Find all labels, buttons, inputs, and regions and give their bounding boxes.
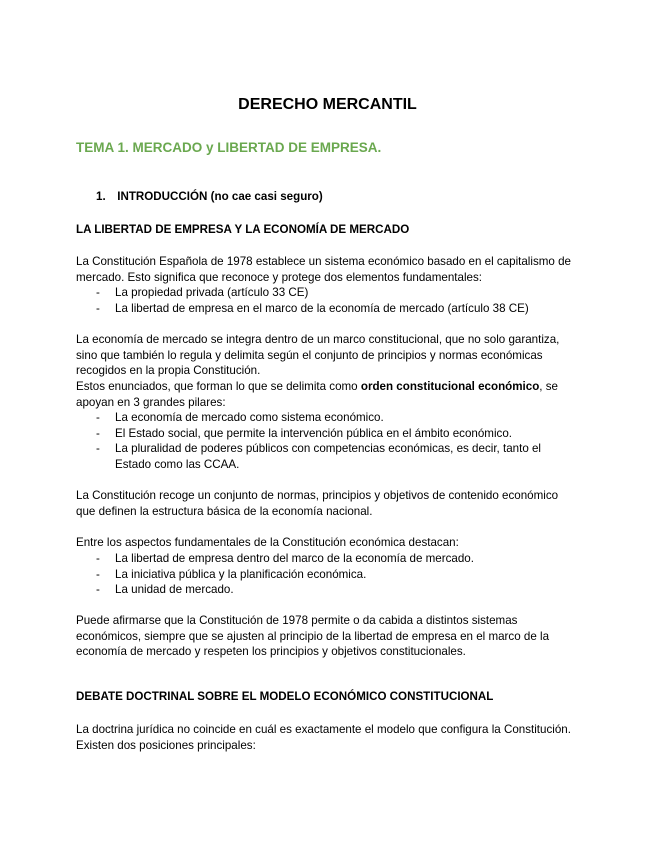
tema-heading: TEMA 1. MERCADO y LIBERTAD DE EMPRESA. [76, 140, 382, 155]
paragraph-3 [76, 379, 576, 410]
intro-heading [96, 190, 323, 203]
list-pilares [96, 410, 566, 472]
list-item: - La libertad de empresa en el marco de la economía de mercado (artículo 38 CE) [96, 301, 566, 317]
paragraph-3-text: Estos enunciados, que forman lo que se delimita como [76, 380, 361, 393]
paragraph-3-text-end: , se apoyan en 3 grandes pilares: [76, 380, 558, 409]
intro-number: 1. [96, 190, 106, 203]
paragraph-7: La doctrina jurídica no coincide en cuál es exactamente el modelo que configura la Constitución. Existen dos posiciones principales: [76, 723, 571, 752]
list-item: - La economía de mercado como sistema económico. [96, 410, 566, 426]
list-item: - La propiedad privada (artículo 33 CE) [96, 285, 566, 301]
paragraph-4: La Constitución recoge un conjunto de normas, principios y objetivos de contenido económico que definen la estructura básica de la economía nacional. [76, 489, 559, 518]
paragraph-5: Entre los aspectos fundamentales de la Constitución económica destacan: [76, 536, 459, 549]
list-item: - La pluralidad de poderes públicos con competencias económicas, es decir, tanto el Estado como las CCAA. [96, 441, 566, 472]
list-item: - La iniciativa pública y la planificación económica. [96, 567, 566, 583]
document-title: DERECHO MERCANTIL [238, 96, 417, 113]
orden-constitucional-bold: orden constitucional económico [360, 380, 540, 393]
intro-heading-text: INTRODUCCIÓN (no cae casi seguro) [117, 190, 323, 203]
list-elementos [96, 285, 566, 316]
section-heading-debate: DEBATE DOCTRINAL SOBRE EL MODELO ECONÓMICO CONSTITUCIONAL [76, 690, 494, 703]
paragraph-2: La economía de mercado se integra dentro de un marco constitucional, que no solo garantiza, sino que también lo regula y delimita según el conjunto de principios y normas económicas recogidos en la propia Constitución. [76, 333, 560, 378]
section-heading-libertad: LA LIBERTAD DE EMPRESA Y LA ECONOMÍA DE MERCADO [76, 223, 410, 236]
list-item: - El Estado social, que permite la intervención pública en el ámbito económico. [96, 426, 566, 442]
paragraph-6: Puede afirmarse que la Constitución de 1978 permite o da cabida a distintos sistemas económicos, siempre que se ajusten al principio de la libertad de empresa en el marco de la economía de mercado y respeten los principios y objetivos constitucionales. [76, 614, 550, 659]
list-item: - La libertad de empresa dentro del marco de la economía de mercado. [96, 551, 566, 567]
list-item: - La unidad de mercado. [96, 582, 566, 598]
paragraph-1: La Constitución Española de 1978 establece un sistema económico basado en el capitalismo de mercado. Esto significa que reconoce y protege dos elementos fundamentales: [76, 255, 571, 284]
list-aspectos [96, 551, 566, 598]
